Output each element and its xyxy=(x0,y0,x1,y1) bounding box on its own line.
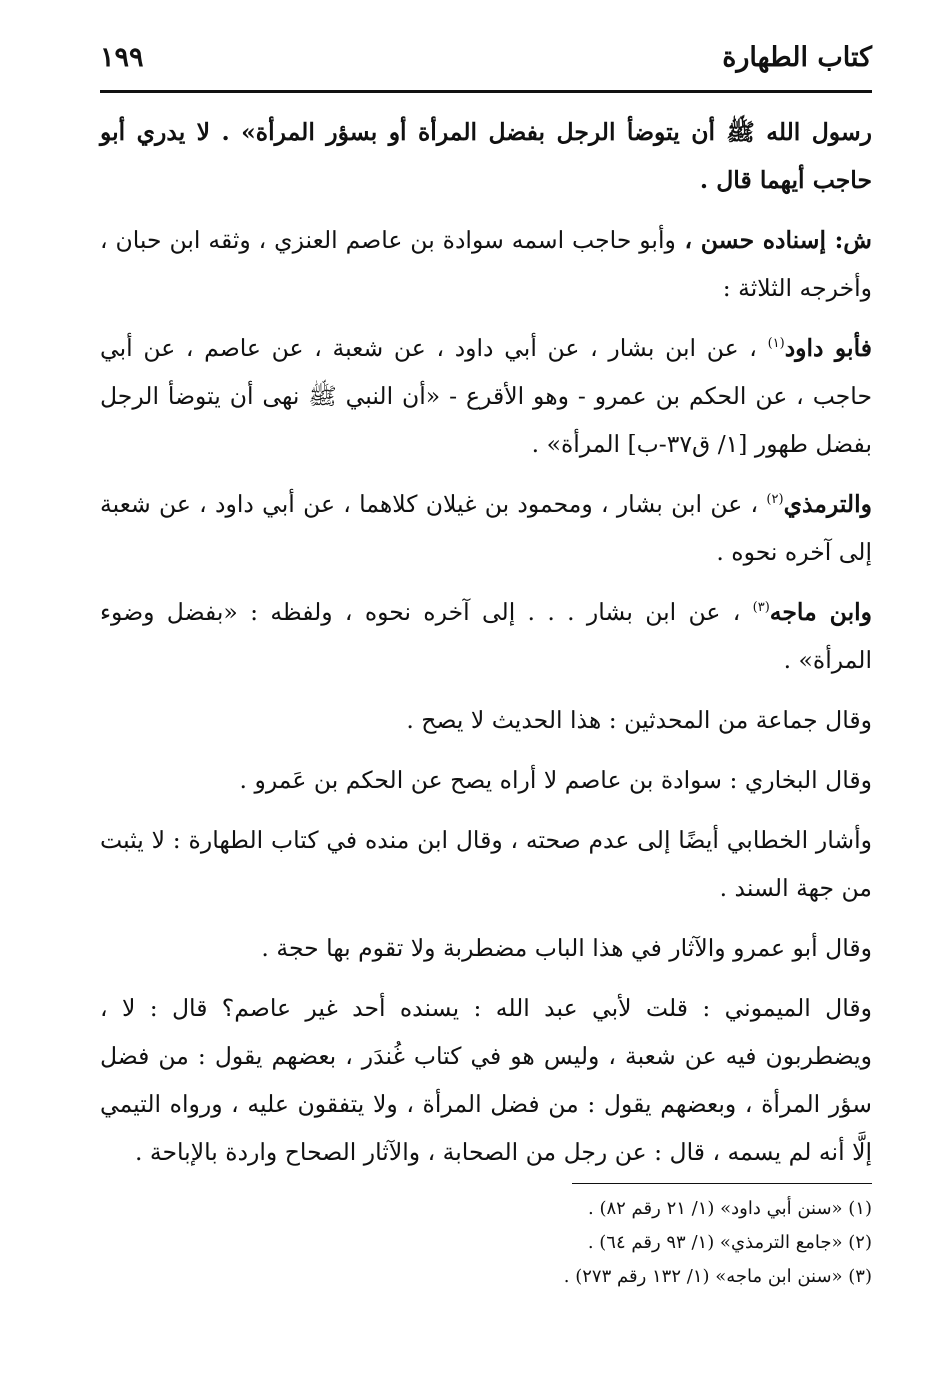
footnote-divider xyxy=(572,1183,872,1184)
paragraph-text: ، عن ابن بشار ، ومحمود بن غيلان كلاهما ، عن أبي داود ، عن شعبة إلى آخره نحوه . xyxy=(100,490,872,566)
paragraph xyxy=(100,588,872,684)
footnote-ref: (٣) xyxy=(752,600,770,616)
paragraph-text: وقال أبو عمرو والآثار في هذا الباب مضطربة ولا تقوم بها حجة . xyxy=(261,934,872,962)
page-number: ١٩٩ xyxy=(100,42,144,73)
footnotes xyxy=(100,1192,872,1294)
paragraph xyxy=(100,108,872,204)
footnote: (١) «سنن أبي داود» (١/ ٢١ رقم ٨٢) . xyxy=(588,1198,872,1219)
paragraph xyxy=(100,216,872,312)
paragraph-text: وقال البخاري : سوادة بن عاصم لا أراه يصح عن الحكم بن عَمرو . xyxy=(239,766,872,794)
paragraph-lead: فأبو داود xyxy=(784,334,872,362)
paragraph-text: وقال الميموني : قلت لأبي عبد الله : يسنده أحد غير عاصم؟ قال : لا ، ويضطربون فيه عن شعبة ، وليس هو في كتاب غُندَر ، بعضهم يقول : من فضل سؤر المرأة ، وبعضهم يقول : من فضل المرأة ، ولا يتفقون عليه ، ورواه التيمي إلَّا أنه لم يسمه ، قال : عن رجل من الصحابة ، والآثار الصحاح واردة بالإباحة . xyxy=(100,994,872,1166)
paragraph xyxy=(100,756,872,804)
footnote-ref: (٢) xyxy=(766,492,784,508)
paragraph-text: وأبو حاجب اسمه سوادة بن عاصم العنزي ، وثقه ابن حبان ، وأخرجه الثلاثة : xyxy=(100,226,872,302)
footnote: (٣) «سنن ابن ماجه» (١/ ١٣٢ رقم ٢٧٣) . xyxy=(563,1266,872,1287)
paragraph-text: ، عن ابن بشار . . . إلى آخره نحوه ، ولفظه : «بفضل وضوء المرأة» . xyxy=(100,598,872,674)
paragraph xyxy=(100,696,872,744)
main-text xyxy=(100,108,872,1188)
paragraph-lead: والترمذي xyxy=(783,490,872,518)
paragraph xyxy=(100,816,872,912)
paragraph-text: رسول الله ﷺ أن يتوضأ الرجل بفضل المرأة أو بسؤر المرأة» . لا يدري أبو حاجب أيهما قال . xyxy=(100,118,872,194)
paragraph xyxy=(100,924,872,972)
footnote-ref: (١) xyxy=(767,336,785,352)
paragraph xyxy=(100,984,872,1176)
paragraph-text: وأشار الخطابي أيضًا إلى عدم صحته ، وقال ابن منده في كتاب الطهارة : لا يثبت من جهة السند . xyxy=(100,826,872,902)
paragraph xyxy=(100,324,872,468)
paragraph-lead: ش: إسناده حسن ، xyxy=(675,226,872,254)
paragraph xyxy=(100,480,872,576)
paragraph-text: ، عن ابن بشار ، عن أبي داود ، عن شعبة ، عن عاصم ، عن أبي حاجب ، عن الحكم بن عمرو - وهو الأقرع - «أن النبي ﷺ نهى أن يتوضأ الرجل بفضل طهور [١/ ق٣٧-ب] المرأة» . xyxy=(100,334,872,458)
chapter-title: كتاب الطهارة xyxy=(722,42,872,73)
page-header xyxy=(100,38,872,93)
paragraph-lead: وابن ماجه xyxy=(769,598,872,626)
paragraph-text: وقال جماعة من المحدثين : هذا الحديث لا يصح . xyxy=(406,706,872,734)
footnote: (٢) «جامع الترمذي» (١/ ٩٣ رقم ٦٤) . xyxy=(587,1232,872,1253)
